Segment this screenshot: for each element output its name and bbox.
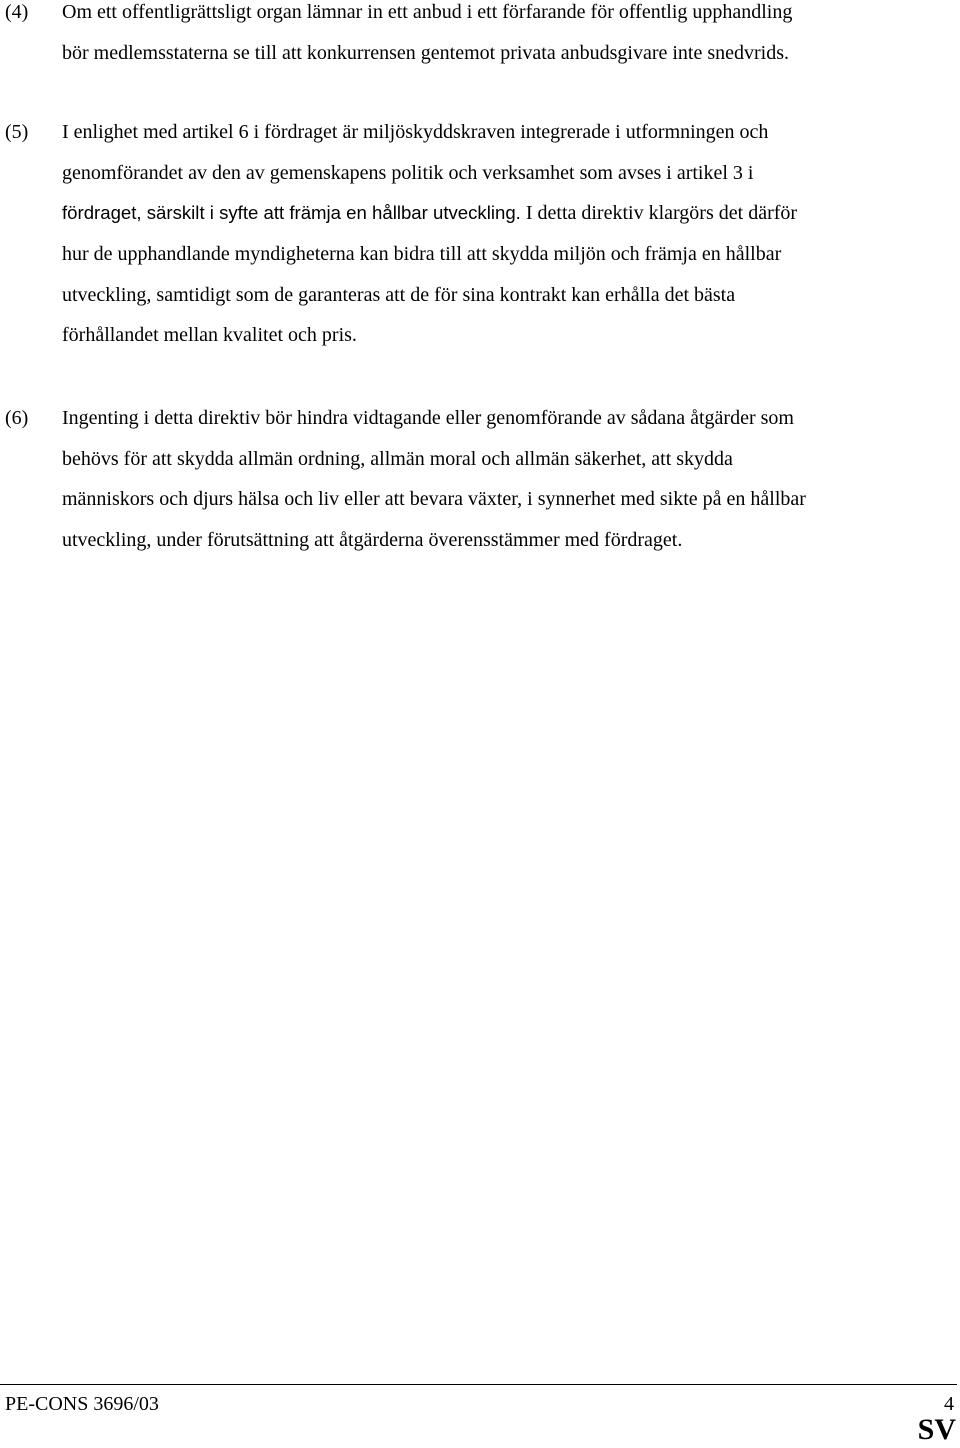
text-line: Om ett offentligrättsligt organ lämnar in ett anbud i ett förfarande för offentlig upphandling [62, 1, 793, 23]
recital-text [62, 398, 952, 561]
text-line [62, 193, 952, 234]
footer-divider [0, 1384, 957, 1385]
recital-number: (6) [5, 407, 29, 429]
text-line: Ingenting i detta direktiv bör hindra vidtagande eller genomförande av sådana åtgärder som [62, 407, 794, 429]
text-fragment-sans: fördraget, särskilt i syfte att främja en hållbar utveckling. [62, 202, 521, 224]
recital-number: (4) [5, 1, 29, 23]
language-code: SV [917, 1413, 956, 1446]
text-line: hur de upphandlande myndigheterna kan bidra till att skydda miljön och främja en hållbar [62, 243, 782, 266]
text-line: människors och djurs hälsa och liv eller att bevara växter, i synnerhet med sikte på en hållbar [62, 488, 806, 511]
text-line: I enlighet med artikel 6 i fördraget är miljöskyddskraven integrerade i utformningen och [62, 121, 769, 143]
text-line: utveckling, under förutsättning att åtgärderna överensstämmer med fördraget. [62, 529, 683, 552]
text-line: genomförandet av den av gemenskapens politik och verksamhet som avses i artikel 3 i [62, 161, 754, 184]
recital-text [62, 112, 952, 356]
recital-text [62, 0, 952, 73]
recital-number: (5) [5, 121, 29, 143]
text-fragment: I detta direktiv klargörs det därför [520, 202, 798, 225]
text-line: bör medlemsstaterna se till att konkurrensen gentemot privata anbudsgivare inte snedvrids. [62, 41, 790, 64]
page-number: 4 [944, 1393, 954, 1415]
text-line: behövs för att skydda allmän ordning, allmän moral och allmän säkerhet, att skydda [62, 447, 733, 470]
text-line: utveckling, samtidigt som de garanteras att de för sina kontrakt kan erhålla det bästa [62, 283, 736, 306]
document-reference: PE-CONS 3696/03 [5, 1393, 159, 1415]
text-line: förhållandet mellan kvalitet och pris. [62, 324, 357, 347]
